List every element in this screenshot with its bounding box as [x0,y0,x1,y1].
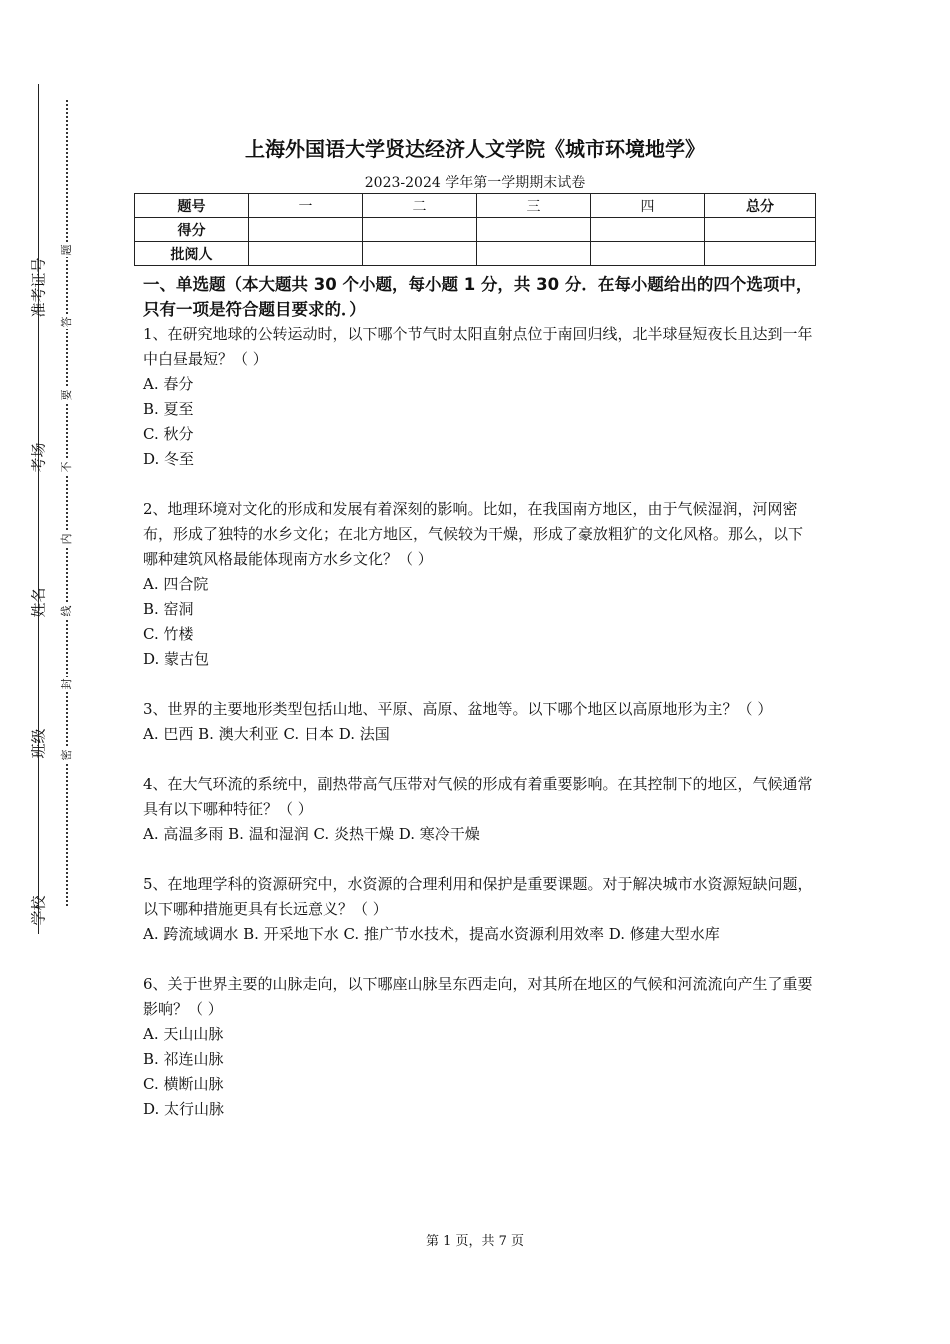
question-text: 1、在研究地球的公转运动时，以下哪个节气时太阳直射点位于南回归线，北半球昼短夜长且达到一年中白昼最短？（ ） [143,325,813,368]
score-cell[interactable] [591,218,705,242]
seal-char: 答 [60,316,73,328]
field-name-label: 姓名 [29,587,48,618]
binding-solid-line [38,84,39,934]
option: B. 夏至 [143,400,194,418]
score-cell[interactable] [591,242,705,266]
question-6 [143,972,813,1122]
score-row-label: 得分 [135,218,249,242]
seal-char: 线 [60,605,73,617]
score-col-header: 题号 [135,194,249,218]
option: A. 天山山脉 [143,1025,224,1043]
field-school-label: 学校 [29,895,48,926]
score-col-header: 四 [591,194,705,218]
exam-content [143,272,813,1122]
score-col-header: 总分 [705,194,816,218]
question-5 [143,872,813,947]
question-3 [143,697,813,747]
binding-margin [0,0,100,1344]
score-table-row [135,218,816,242]
seal-char: 题 [60,244,73,256]
question-1 [143,322,813,472]
question-text: 5、在地理学科的资源研究中，水资源的合理利用和保护是重要课题。对于解决城市水资源短缺问题，以下哪种措施更具有长远意义？（ ） [143,875,813,918]
option: C. 竹楼 [143,625,194,643]
option: B. 祁连山脉 [143,1050,224,1068]
score-cell[interactable] [705,242,816,266]
option: A. 跨流域调水 B. 开采地下水 C. 推广节水技术，提高水资源利用效率 D. 修建大型水库 [143,925,720,943]
section-heading: 一、单选题（本大题共 30 个小题，每小题 1 分，共 30 分．在每小题给出的四个选项中，只有一项是符合题目要求的．） [143,275,813,319]
field-exam-number-label: 准考证号 [29,257,48,318]
field-exam-room-label: 考场 [29,442,48,473]
score-cell[interactable] [363,242,477,266]
option: A. 巴西 B. 澳大利亚 C. 日本 D. 法国 [143,725,390,743]
score-cell[interactable] [249,242,363,266]
seal-char: 不 [60,461,73,473]
score-cell[interactable] [249,218,363,242]
binding-dotted-line [66,100,68,906]
question-text: 4、在大气环流的系统中，副热带高气压带对气候的形成有着重要影响。在其控制下的地区，气候通常具有以下哪种特征？（ ） [143,775,813,818]
score-row-label: 批阅人 [135,242,249,266]
score-cell[interactable] [363,218,477,242]
field-class-label: 班级 [29,728,48,759]
score-col-header: 二 [363,194,477,218]
option: A. 春分 [143,375,194,393]
score-table-row [135,242,816,266]
question-text: 6、关于世界主要的山脉走向，以下哪座山脉呈东西走向，对其所在地区的气候和河流流向产生了重要影响？（ ） [143,975,813,1018]
option: D. 太行山脉 [143,1100,225,1118]
option: B. 窑洞 [143,600,194,618]
option: A. 四合院 [143,575,209,593]
question-text: 3、世界的主要地形类型包括山地、平原、高原、盆地等。以下哪个地区以高原地形为主？（ ） [143,700,773,718]
page-number: 第 1 页，共 7 页 [425,1234,525,1249]
option: C. 秋分 [143,425,194,443]
score-table [134,193,816,266]
option: D. 冬至 [143,450,195,468]
page-title: 上海外国语大学贤达经济人文学院《城市环境地学》 [245,137,705,161]
option: A. 高温多雨 B. 温和湿润 C. 炎热干燥 D. 寒冷干燥 [143,825,480,843]
seal-char: 密 [60,749,73,761]
seal-char: 内 [60,533,73,545]
question-4 [143,772,813,847]
score-cell[interactable] [477,218,591,242]
option: C. 横断山脉 [143,1075,224,1093]
score-col-header: 一 [249,194,363,218]
seal-char: 要 [60,389,73,401]
question-text: 2、地理环境对文化的形成和发展有着深刻的影响。比如，在我国南方地区，由于气候湿润，河网密布，形成了独特的水乡文化；在北方地区，气候较为干燥，形成了豪放粗犷的文化风格。那么，以下哪种建筑风格最能体现南方水乡文化？（ ） [143,500,804,568]
score-cell[interactable] [705,218,816,242]
score-col-header: 三 [477,194,591,218]
score-cell[interactable] [477,242,591,266]
page-subtitle: 2023-2024 学年第一学期期末试卷 [364,175,586,191]
score-table-header-row [135,194,816,218]
seal-char: 封 [60,678,73,690]
option: D. 蒙古包 [143,650,210,668]
question-2 [143,497,813,672]
